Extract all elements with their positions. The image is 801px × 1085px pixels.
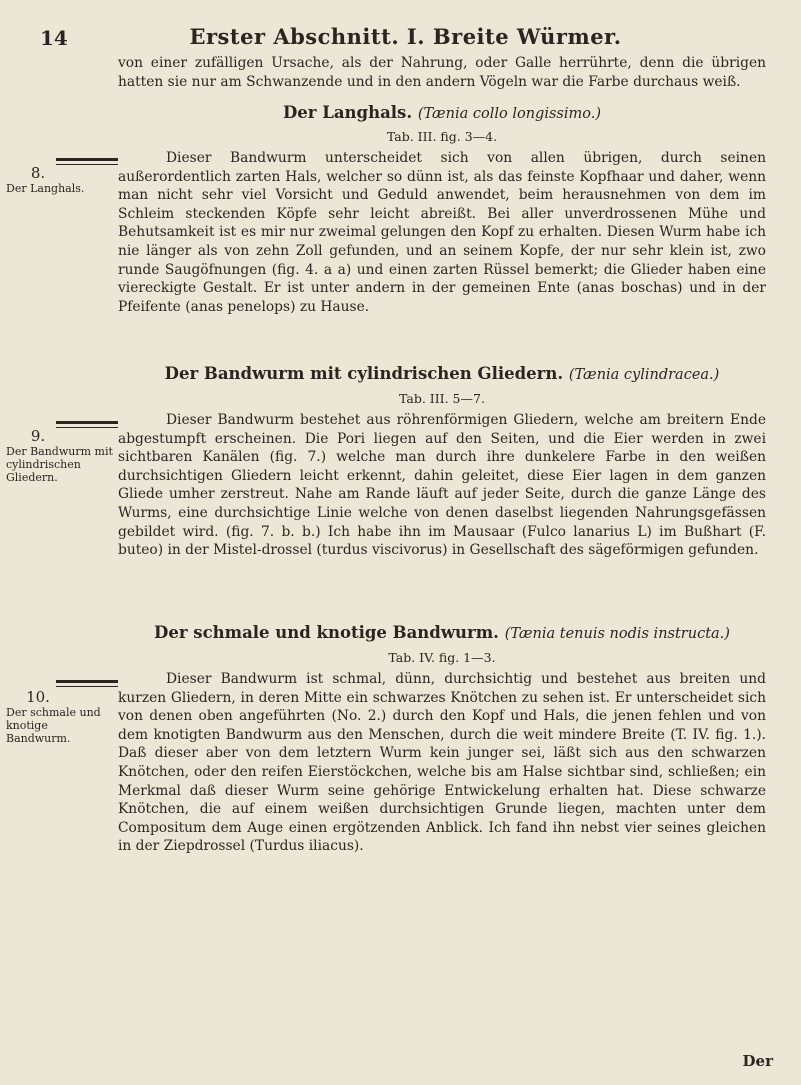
section-rule <box>56 158 118 161</box>
latin-name: (Tænia cylindracea.) <box>568 367 720 383</box>
section-number: 8. <box>30 164 46 182</box>
section-rule <box>56 421 118 424</box>
section-heading <box>118 364 766 383</box>
heading-text: Der Bandwurm mit cylindrischen Gliedern. <box>164 364 564 383</box>
latin-name: (Tænia tenuis nodis instructa.) <box>504 626 730 642</box>
section-heading <box>118 623 766 642</box>
section-body: Dieser Bandwurm bestehet aus röhrenförmigen Gliedern, welche am breitern Ende abgestumpft erscheinen. Die Pori liegen auf den Seiten, und die Eier werden in zwei sichtbaren Kanälen (fig. 7.) welche man durch ihre dunkelere Farbe in den weißen durchsichtigen Gliedern leicht erkennt, dahin geleitet, diese Eier lagen in dem ganzen Gliede umher zerstreut. Nahe am Rande läuft auf jeder Seite, durch die ganze Länge des Wurms, eine durchsichtige Linie welche von denen daselbst liegenden Nahrungsgefässen gebildet wird. (fig. 7. b. b.) Ich habe ihn im Mausaar (Fulco lanarius L) im Bußhart (F. buteo) in der Mistel-drossel (turdus viscivorus) in Gesellschaft des sägeförmigen gefunden. <box>118 412 766 559</box>
tab-reference: Tab. III. 5—7. <box>399 391 485 406</box>
margin-note <box>6 164 114 195</box>
heading-text: Der schmale und knotige Bandwurm. <box>154 623 499 642</box>
tab-reference: Tab. III. fig. 3—4. <box>386 129 498 144</box>
latin-name: (Tænia collo longissimo.) <box>417 106 601 122</box>
section-heading <box>118 103 766 122</box>
intro-paragraph: von einer zufälligen Ursache, als der Nahrung, oder Galle herrührte, denn die übrigen hatten sie nur am Schwanzende und in den andern Vögeln war die Farbe durchaus weiß. <box>118 55 766 90</box>
margin-note <box>6 427 114 484</box>
section-number: 10. <box>26 688 50 706</box>
margin-note-text: Der Langhals. <box>6 182 85 195</box>
heading-text: Der Langhals. <box>283 103 413 122</box>
tab-reference: Tab. IV. fig. 1—3. <box>388 650 496 665</box>
page-number: 14 <box>40 26 68 50</box>
margin-note-text: Der Bandwurm mit cylindrischen Gliedern. <box>6 445 113 484</box>
section-rule <box>56 680 118 683</box>
margin-note <box>6 688 114 745</box>
section-body: Dieser Bandwurm unterscheidet sich von allen übrigen, durch seinen außerordentlich zarten Hals, welcher so dünn ist, als das feinste Kopfhaar und daher, wenn man nicht sehr viel Vorsicht und Geduld anwendet, beim herausnehmen von dem im Schleim steckenden Köpfe sehr leicht abreißt. Bei aller unverdrossenen Mühe und Behutsamkeit ist es mir nur zweimal gelungen den Kopf zu erhalten. Diesen Wurm habe ich nie länger als von zehn Zoll gefunden, und an seinem Kopfe, der nur sehr klein ist, zwo runde Saugöfnungen (fig. 4. a a) und einen zarten Rüssel bemerkt; die Glieder haben eine viereckigte Gestalt. Er ist unter andern in der gemeinen Ente (anas boschas) und in der Pfeifente (anas penelops) zu Hause. <box>118 150 766 315</box>
margin-note-text: Der schmale und knotige Bandwurm. <box>6 706 101 745</box>
running-title: Erster Abschnitt. I. Breite Würmer. <box>189 24 622 49</box>
section-body: Dieser Bandwurm ist schmal, dünn, durchsichtig und bestehet aus breiten und kurzen Gliedern, in deren Mitte ein schwarzes Knötchen zu sehen ist. Er unterscheidet sich von denen oben angeführten (No. 2.) durch den Kopf und Hals, die jenen fehlen und von dem knotigten Bandwurm aus den Menschen, durch die weit mindere Breite (T. IV. fig. 1.). Daß dieser aber von dem letztern Wurm kein junger sei, läßt sich aus den schwarzen Knötchen, oder den reifen Eierstöckchen, welche bis am Halse sichtbar sind, schließen; ein Merkmal daß dieser Wurm seine gehörige Entwickelung erhalten hat. Diese schwarze Knötchen, die auf einem weißen durchsichtigen Grunde liegen, machten unter dem Compositum dem Auge einen ergötzenden Anblick. Ich fand ihn nebst vier seines gleichen in der Ziepdrossel (Turdus iliacus). <box>118 671 766 855</box>
section-number: 9. <box>30 427 46 445</box>
catchword: Der <box>742 1052 773 1070</box>
page-header <box>40 20 771 50</box>
